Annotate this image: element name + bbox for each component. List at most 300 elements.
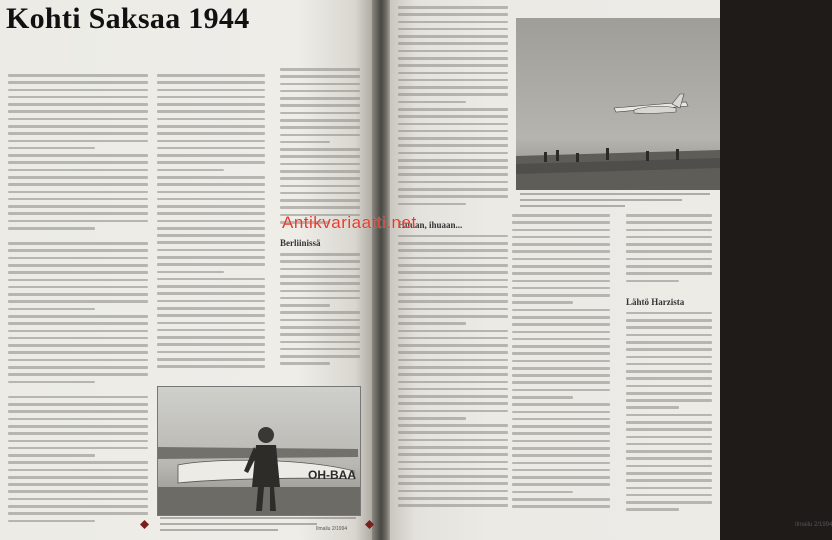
right-column-2 [512, 214, 610, 519]
body-text-line [8, 257, 148, 260]
body-text-line [157, 125, 265, 128]
body-text-line [512, 352, 610, 355]
body-text-line [280, 348, 360, 351]
body-text-line [626, 450, 712, 453]
body-text-line [398, 166, 508, 169]
body-text-line [512, 374, 610, 377]
body-text-line [8, 227, 95, 230]
body-text-line [398, 242, 508, 245]
body-text-line [157, 118, 265, 121]
right-column-3 [626, 214, 712, 519]
body-text-line [398, 351, 508, 354]
body-text-line [626, 377, 712, 380]
airfield-photo [516, 18, 720, 190]
body-text-line [8, 410, 148, 413]
body-text-line [398, 21, 508, 24]
body-text-line [626, 250, 712, 253]
body-text-line [512, 360, 610, 363]
body-text-line [512, 287, 610, 290]
body-text-line [398, 490, 508, 493]
body-text-line [8, 351, 148, 354]
body-text-line [398, 482, 508, 485]
body-text-line [157, 140, 265, 143]
body-text-line [398, 308, 508, 311]
body-text-line [157, 307, 265, 310]
body-text-line [157, 351, 265, 354]
body-text-line [8, 396, 148, 399]
body-text-line [280, 355, 360, 358]
body-text-line [512, 367, 610, 370]
body-text-line [626, 414, 712, 417]
diamond-ornament-icon [140, 520, 149, 529]
body-text-line [157, 212, 265, 215]
body-text-line [626, 214, 712, 217]
body-text-line [398, 468, 508, 471]
body-text-line [626, 399, 712, 402]
body-text-line [280, 163, 360, 166]
body-text-line [280, 199, 360, 202]
body-text-line [398, 57, 508, 60]
body-text-line [8, 315, 148, 318]
body-text-line [280, 148, 360, 151]
body-text-line [280, 282, 360, 285]
body-text-line [8, 447, 148, 450]
subhead-lahto-harzista: Lähtö Harzista [626, 296, 685, 307]
body-text-line [626, 258, 712, 261]
body-text-line [157, 285, 265, 288]
body-text-line [280, 362, 330, 365]
left-column-2 [157, 74, 265, 380]
body-text-line [8, 381, 95, 384]
body-text-line [398, 431, 508, 434]
body-text-line [157, 89, 265, 92]
watermark-text: Antikvariaatti.net [282, 213, 417, 232]
body-text-line [8, 249, 148, 252]
body-text-line [398, 373, 508, 376]
body-text-line [398, 388, 508, 391]
body-text-line [398, 64, 508, 67]
body-text-line [280, 297, 360, 300]
body-text-line [280, 177, 360, 180]
body-text-line [512, 491, 573, 494]
body-text-line [512, 243, 610, 246]
body-text-line [398, 439, 508, 442]
body-text-line [157, 271, 224, 274]
body-text-line [398, 271, 508, 274]
body-text-line [398, 395, 508, 398]
body-text-line [8, 154, 148, 157]
body-text-line [157, 183, 265, 186]
body-text-line [626, 457, 712, 460]
body-text-line [512, 476, 610, 479]
body-text-line [157, 161, 265, 164]
glider-tail-code: OH-BAA [308, 468, 356, 482]
body-text-line [626, 265, 712, 268]
body-text-line [398, 35, 508, 38]
body-text-line [626, 436, 712, 439]
body-text-line [280, 253, 360, 256]
body-text-line [280, 206, 360, 209]
body-text-line [157, 300, 265, 303]
body-text-line [398, 344, 508, 347]
body-text-line [398, 6, 508, 9]
body-text-line [398, 446, 508, 449]
body-text-line [512, 505, 610, 508]
body-text-line [157, 103, 265, 106]
body-text-line [280, 275, 360, 278]
body-text-line [626, 363, 712, 366]
body-text-line [398, 195, 508, 198]
body-text-line [512, 309, 610, 312]
right-column-1 [398, 6, 508, 516]
body-text-line [398, 461, 508, 464]
body-text-line [280, 170, 360, 173]
body-text-line [8, 337, 148, 340]
body-text-line [8, 81, 148, 84]
body-text-line [512, 338, 610, 341]
body-text-line [280, 155, 360, 158]
body-text-line [512, 432, 610, 435]
body-text-line [8, 279, 148, 282]
body-text-line [8, 520, 95, 523]
body-text-line [512, 498, 610, 501]
body-text-line [8, 212, 148, 215]
body-text-line [157, 314, 265, 317]
body-text-line [280, 119, 360, 122]
body-text-line [8, 271, 148, 274]
body-text-line [280, 83, 360, 86]
body-text-line [512, 381, 610, 384]
body-text-line [512, 418, 610, 421]
body-text-line [512, 483, 610, 486]
body-text-line [626, 341, 712, 344]
body-text-line [626, 243, 712, 246]
body-text-line [626, 479, 712, 482]
body-text-line [8, 359, 148, 362]
body-text-line [512, 389, 610, 392]
body-text-line [8, 264, 148, 267]
body-text-line [280, 185, 360, 188]
body-text-line [8, 512, 148, 515]
body-text-line [398, 159, 508, 162]
body-text-line [157, 74, 265, 77]
body-text-line [157, 96, 265, 99]
body-text-line [398, 130, 508, 133]
body-text-line [157, 169, 224, 172]
body-text-line [280, 75, 360, 78]
body-text-line [280, 319, 360, 322]
body-text-line [280, 333, 360, 336]
body-text-line [398, 264, 508, 267]
body-text-line [512, 454, 610, 457]
body-text-line [512, 447, 610, 450]
body-text-line [512, 272, 610, 275]
diamond-ornament-icon [365, 520, 374, 529]
body-text-line [8, 147, 95, 150]
body-text-line [8, 286, 148, 289]
body-text-line [157, 132, 265, 135]
body-text-line [8, 118, 148, 121]
body-text-line [626, 229, 712, 232]
body-text-line [8, 440, 148, 443]
body-text-line [398, 337, 508, 340]
body-text-line [280, 126, 360, 129]
body-text-line [512, 323, 610, 326]
body-text-line [398, 152, 508, 155]
body-text-line [398, 181, 508, 184]
body-text-line [8, 425, 148, 428]
body-text-line [512, 265, 610, 268]
body-text-line [512, 258, 610, 261]
body-text-line [280, 134, 360, 137]
body-text-line [512, 462, 610, 465]
airfield-photo-caption [520, 193, 710, 213]
body-text-line [398, 410, 508, 413]
body-text-line [512, 214, 610, 217]
body-text-line [157, 227, 265, 230]
body-text-line [157, 278, 265, 281]
glider-photo [157, 386, 361, 516]
body-text-line [280, 141, 330, 144]
body-text-line [8, 74, 148, 77]
body-text-line [398, 137, 508, 140]
body-text-line [512, 280, 610, 283]
body-text-line [512, 411, 610, 414]
body-text-line [626, 465, 712, 468]
body-text-line [8, 483, 148, 486]
body-text-line [512, 469, 610, 472]
body-text-line [398, 293, 508, 296]
body-text-line [626, 312, 712, 315]
body-text-line [157, 176, 265, 179]
body-text-line [280, 304, 330, 307]
body-text-line [626, 392, 712, 395]
body-text-line [626, 326, 712, 329]
subhead-berliinissa: Berliinissä [280, 238, 321, 249]
body-text-line [280, 341, 360, 344]
body-text-line [8, 89, 148, 92]
body-text-line [8, 132, 148, 135]
body-text-line [8, 103, 148, 106]
body-text-line [512, 331, 610, 334]
body-text-line [512, 396, 573, 399]
body-text-line [398, 359, 508, 362]
body-text-line [8, 498, 148, 501]
body-text-line [280, 260, 360, 263]
body-text-line [8, 205, 148, 208]
body-text-line [512, 229, 610, 232]
body-text-line [8, 161, 148, 164]
body-text-line [8, 300, 148, 303]
body-text-line [8, 169, 148, 172]
article-title: Kohti Saksaa 1944 [6, 2, 250, 35]
body-text-line [280, 311, 360, 314]
body-text-line [8, 176, 148, 179]
body-text-line [157, 322, 265, 325]
subhead-huuan-ihuaan: Huuan, ihuaan... [398, 219, 463, 230]
body-text-line [398, 330, 508, 333]
body-text-line [398, 203, 466, 206]
body-text-line [626, 348, 712, 351]
body-text-line [8, 242, 148, 245]
body-text-line [157, 81, 265, 84]
body-text-line [626, 487, 712, 490]
body-text-line [398, 381, 508, 384]
left-column-1 [8, 74, 148, 534]
body-text-line [398, 79, 508, 82]
body-text-line [398, 123, 508, 126]
body-text-line [8, 140, 148, 143]
body-text-line [398, 475, 508, 478]
body-text-line [626, 319, 712, 322]
body-text-line [280, 192, 360, 195]
body-text-line [626, 443, 712, 446]
body-text-line [398, 144, 508, 147]
body-text-line [626, 280, 679, 283]
body-text-line [157, 191, 265, 194]
body-text-line [626, 508, 679, 511]
body-text-line [398, 115, 508, 118]
right-page-footer: Ilmailu 2/1994 [795, 522, 832, 528]
body-text-line [398, 188, 508, 191]
body-text-line [157, 220, 265, 223]
body-text-line [398, 315, 508, 318]
body-text-line [280, 97, 360, 100]
body-text-line [8, 469, 148, 472]
body-text-line [157, 154, 265, 157]
body-text-line [8, 293, 148, 296]
body-text-line [512, 345, 610, 348]
body-text-line [626, 472, 712, 475]
body-text-line [398, 322, 466, 325]
body-text-line [157, 241, 265, 244]
body-text-line [398, 504, 508, 507]
body-text-line [398, 300, 508, 303]
body-text-line [398, 286, 508, 289]
body-text-line [626, 406, 679, 409]
body-text-line [398, 72, 508, 75]
body-text-line [157, 205, 265, 208]
body-text-line [512, 236, 610, 239]
body-text-line [626, 501, 712, 504]
left-page [0, 0, 374, 540]
left-page-footer: Ilmailu 2/1994 [316, 526, 348, 532]
body-text-line [280, 68, 360, 71]
body-text-line [8, 366, 148, 369]
body-text-line [8, 432, 148, 435]
body-text-line [512, 440, 610, 443]
body-text-line [8, 308, 95, 311]
body-text-line [8, 344, 148, 347]
body-text-line [157, 256, 265, 259]
body-text-line [280, 290, 360, 293]
book-gutter [372, 0, 392, 540]
body-text-line [626, 272, 712, 275]
body-text-line [8, 125, 148, 128]
body-text-line [398, 13, 508, 16]
body-text-line [512, 403, 610, 406]
body-text-line [626, 385, 712, 388]
body-text-line [626, 428, 712, 431]
body-text-line [398, 453, 508, 456]
body-text-line [398, 173, 508, 176]
body-text-line [626, 334, 712, 337]
body-text-line [512, 294, 610, 297]
body-text-line [8, 461, 148, 464]
body-text-line [8, 191, 148, 194]
body-text-line [398, 402, 508, 405]
body-text-line [398, 417, 466, 420]
body-text-line [398, 108, 508, 111]
body-text-line [512, 221, 610, 224]
body-text-line [280, 326, 360, 329]
body-text-line [8, 183, 148, 186]
body-text-line [157, 249, 265, 252]
body-text-line [626, 370, 712, 373]
body-text-line [157, 198, 265, 201]
body-text-line [280, 90, 360, 93]
body-text-line [398, 86, 508, 89]
body-text-line [398, 249, 508, 252]
body-text-line [157, 234, 265, 237]
body-text-line [157, 263, 265, 266]
body-text-line [8, 322, 148, 325]
body-text-line [512, 250, 610, 253]
body-text-line [280, 112, 360, 115]
body-text-line [398, 50, 508, 53]
body-text-line [157, 358, 265, 361]
body-text-line [157, 365, 265, 368]
body-text-line [157, 336, 265, 339]
body-text-line [398, 366, 508, 369]
body-text-line [512, 316, 610, 319]
body-text-line [8, 373, 148, 376]
body-text-line [157, 343, 265, 346]
body-text-line [8, 476, 148, 479]
body-text-line [8, 330, 148, 333]
body-text-line [157, 110, 265, 113]
body-text-line [398, 235, 508, 238]
body-text-line [8, 96, 148, 99]
body-text-line [398, 101, 466, 104]
body-text-line [398, 28, 508, 31]
body-text-line [398, 424, 508, 427]
body-text-line [8, 403, 148, 406]
body-text-line [398, 93, 508, 96]
body-text-line [280, 268, 360, 271]
body-text-line [157, 329, 265, 332]
body-text-line [157, 147, 265, 150]
body-text-line [626, 421, 712, 424]
body-text-line [157, 292, 265, 295]
body-text-line [512, 425, 610, 428]
body-text-line [398, 497, 508, 500]
body-text-line [280, 104, 360, 107]
body-text-line [8, 220, 148, 223]
body-text-line [8, 418, 148, 421]
body-text-line [8, 198, 148, 201]
body-text-line [626, 236, 712, 239]
body-text-line [626, 221, 712, 224]
body-text-line [398, 279, 508, 282]
body-text-line [8, 110, 148, 113]
body-text-line [398, 42, 508, 45]
body-text-line [626, 494, 712, 497]
body-text-line [8, 490, 148, 493]
body-text-line [398, 257, 508, 260]
body-text-line [626, 356, 712, 359]
body-text-line [8, 454, 95, 457]
